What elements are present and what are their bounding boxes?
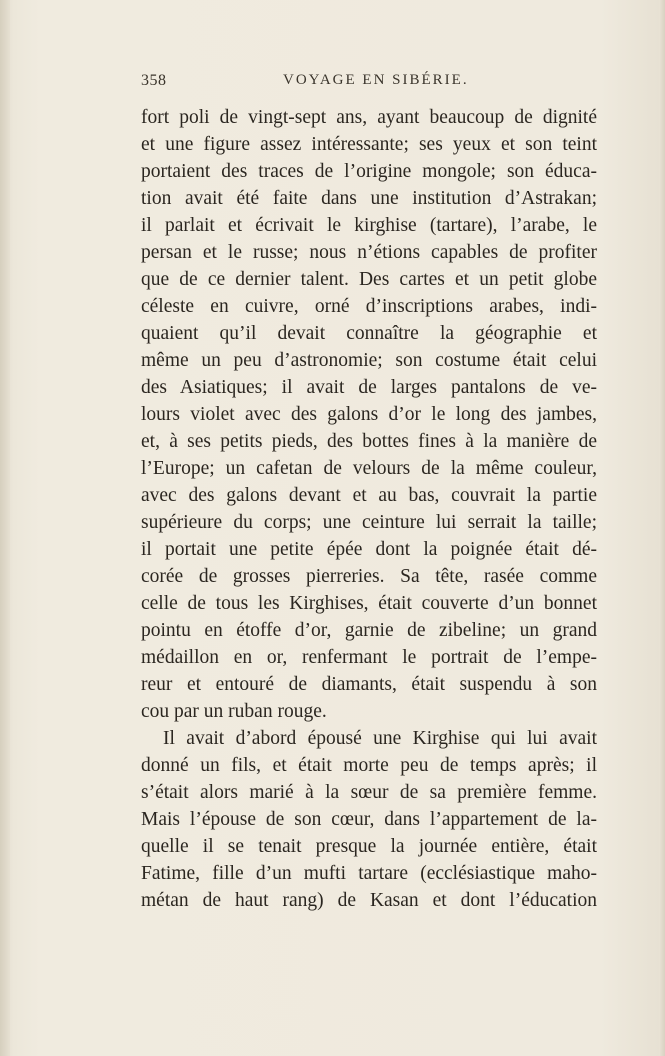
text-line: pointu en étoffe d’or, garnie de zibeline; un grand [141, 620, 597, 641]
text-line: même un peu d’astronomie; son costume était celui [141, 350, 597, 371]
text-line: persan et le russe; nous n’étions capables de profiter [141, 242, 597, 263]
text-line: médaillon en or, renfermant le portrait de l’empe- [141, 647, 597, 668]
text-line: lours violet avec des galons d’or le long des jambes, [141, 404, 597, 425]
text-line: corée de grosses pierreries. Sa tête, rasée comme [141, 566, 597, 587]
text-line: supérieure du corps; une ceinture lui serrait la taille; [141, 512, 597, 533]
text-line: l’Europe; un cafetan de velours de la même couleur, [141, 458, 597, 479]
running-header [141, 72, 597, 96]
page-number: 358 [141, 72, 167, 89]
text-line: fort poli de vingt-sept ans, ayant beaucoup de dignité [141, 107, 597, 128]
text-line: Fatime, fille d’un mufti tartare (ecclésiastique maho- [141, 863, 597, 884]
text-line: il parlait et écrivait le kirghise (tartare), l’arabe, le [141, 215, 597, 236]
text-line: métan de haut rang) de Kasan et dont l’éducation [141, 890, 597, 911]
paragraph-end-line: cou par un ruban rouge. [141, 701, 327, 722]
text-line: céleste en cuivre, orné d’inscriptions arabes, indi- [141, 296, 597, 317]
text-line: quelle il se tenait presque la journée entière, était [141, 836, 597, 857]
running-title: VOYAGE EN SIBÉRIE. [283, 72, 469, 88]
text-line: quaient qu’il devait connaître la géographie et [141, 323, 597, 344]
text-line: et, à ses petits pieds, des bottes fines à la manière de [141, 431, 597, 452]
page-binding-edge [0, 0, 10, 1056]
text-line: que de ce dernier talent. Des cartes et un petit globe [141, 269, 597, 290]
text-line: et une figure assez intéressante; ses yeux et son teint [141, 134, 597, 155]
text-line: tion avait été faite dans une institution d’Astrakan; [141, 188, 597, 209]
text-line: portaient des traces de l’origine mongole; son éduca- [141, 161, 597, 182]
text-line: s’était alors marié à la sœur de sa première femme. [141, 782, 597, 803]
text-line: donné un fils, et était morte peu de temps après; il [141, 755, 597, 776]
text-line: avec des galons devant et au bas, couvrait la partie [141, 485, 597, 506]
text-line: reur et entouré de diamants, était suspendu à son [141, 674, 597, 695]
text-line: Mais l’épouse de son cœur, dans l’appartement de la- [141, 809, 597, 830]
text-line: des Asiatiques; il avait de larges pantalons de ve- [141, 377, 597, 398]
page-right-edge [659, 0, 665, 1056]
text-line: celle de tous les Kirghises, était couverte d’un bonnet [141, 593, 597, 614]
paragraph-start-line: Il avait d’abord épousé une Kirghise qui lui avait [163, 728, 597, 749]
text-line: il portait une petite épée dont la poignée était dé- [141, 539, 597, 560]
body-text [141, 104, 597, 914]
